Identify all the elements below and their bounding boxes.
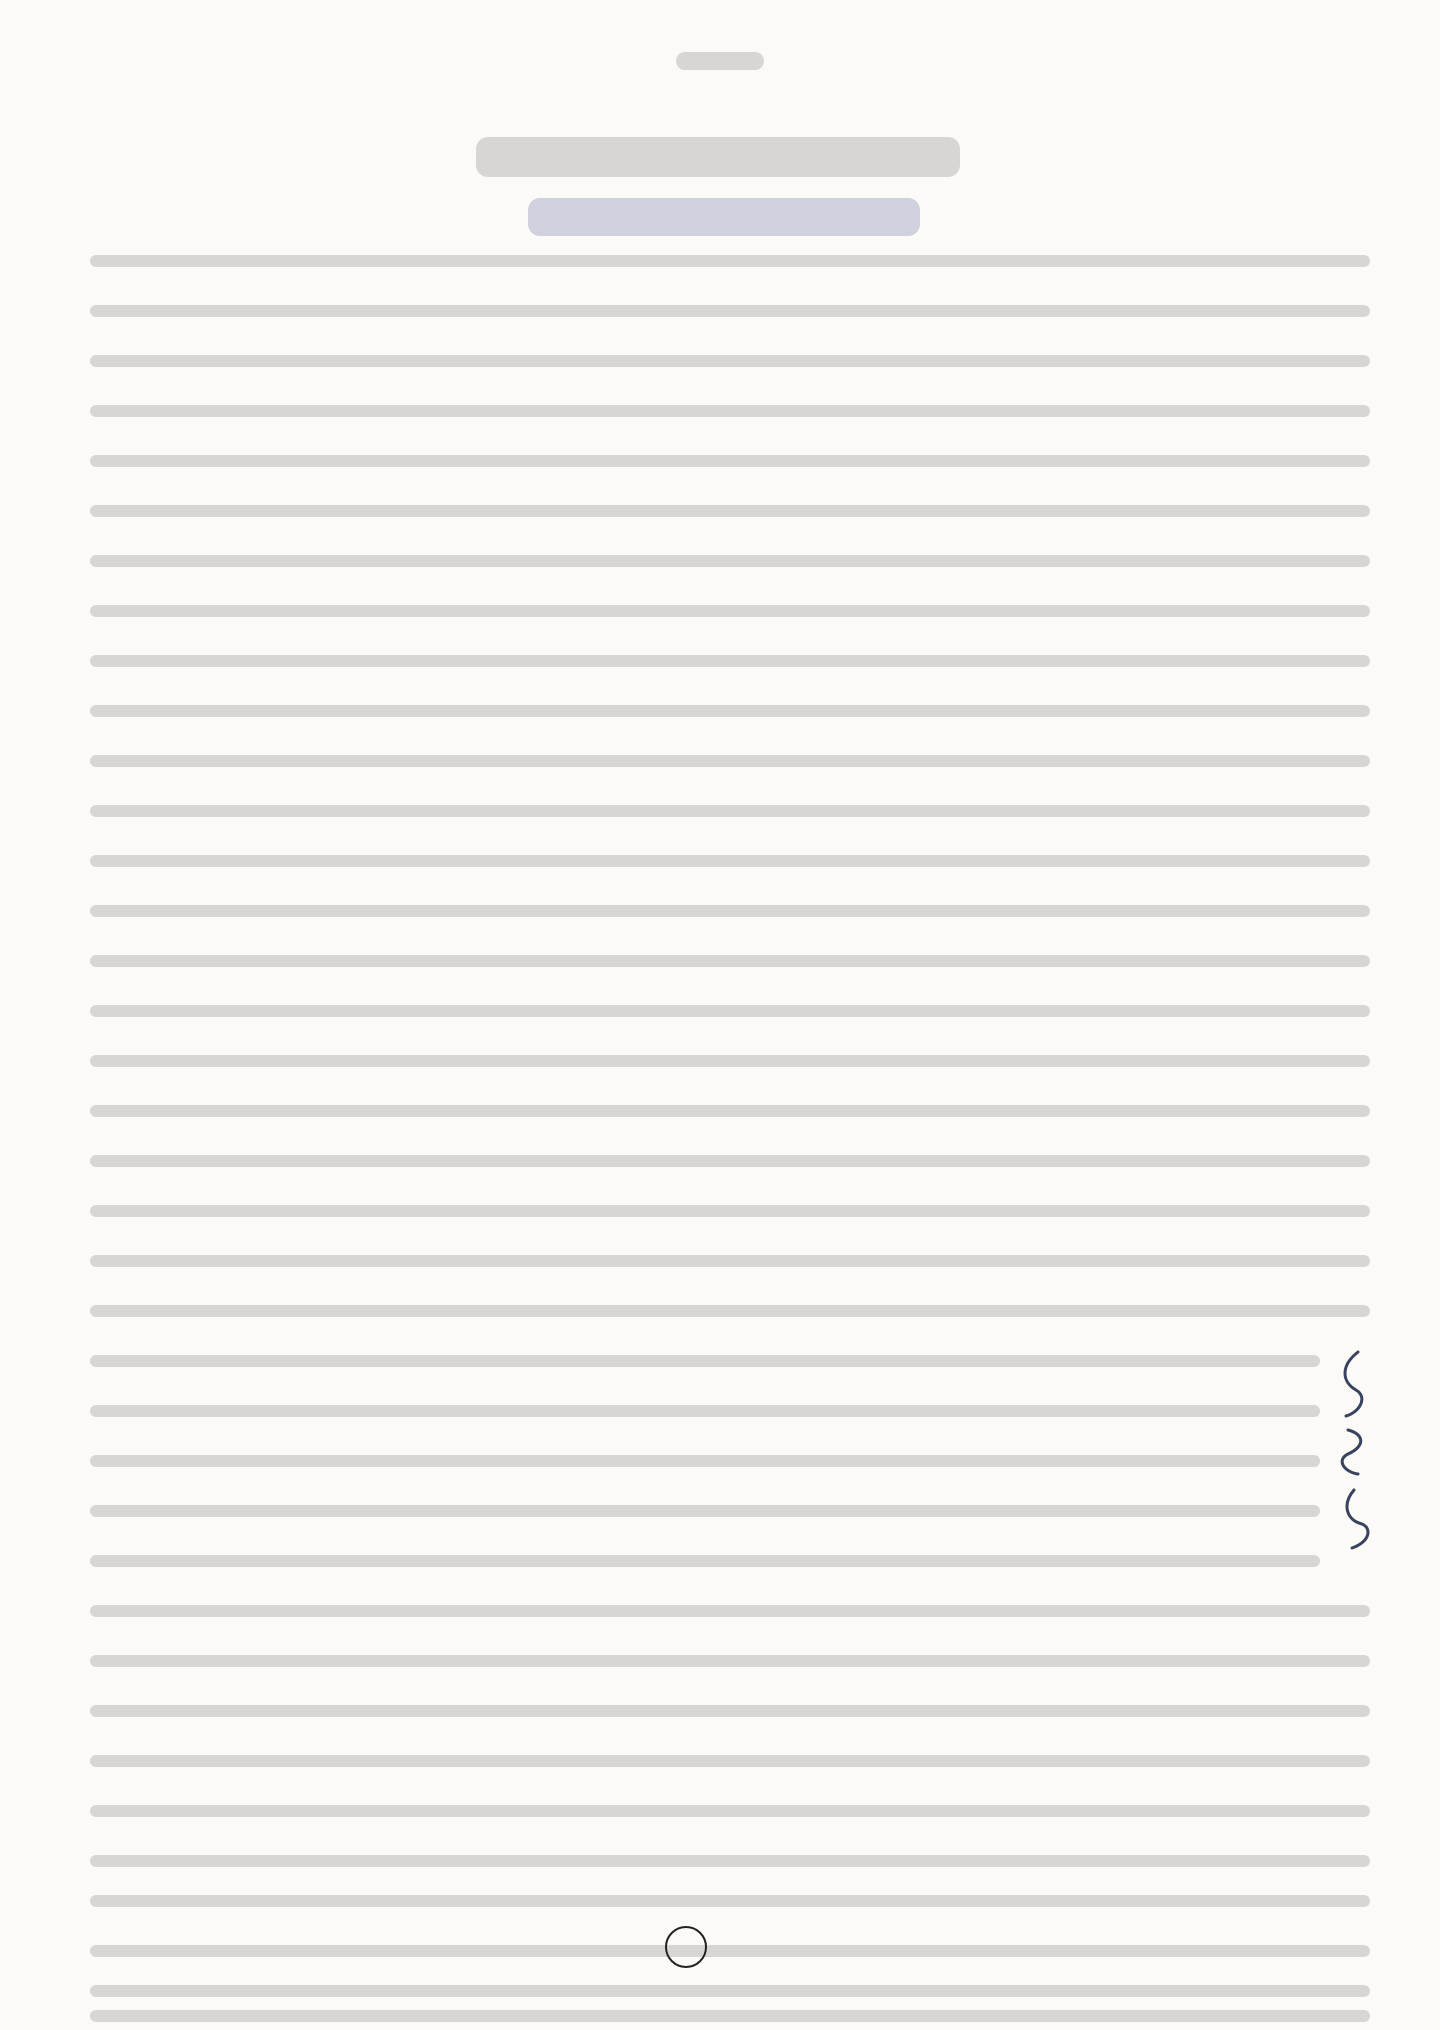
- body-line-35: [90, 1936, 1370, 1968]
- body-line-4: [90, 396, 1370, 428]
- body-line-25: [90, 1446, 1320, 1478]
- body-line-26: [90, 1496, 1320, 1528]
- title-text: [476, 132, 960, 182]
- body-line-14: [90, 896, 1370, 928]
- body-line-13: [90, 846, 1370, 878]
- body-line-11: [90, 746, 1370, 778]
- body-line-17: [90, 1046, 1370, 1078]
- handwritten-side-note: [1328, 1342, 1380, 1562]
- body-line-6: [90, 496, 1370, 528]
- body-line-19: [90, 1146, 1370, 1178]
- page-number-text: [675, 1934, 699, 1962]
- body-line-20: [90, 1196, 1370, 1228]
- body-line-2: [90, 296, 1370, 328]
- page-number-circle: [665, 1926, 707, 1968]
- body-line-10: [90, 696, 1370, 728]
- header-mark: [676, 48, 764, 74]
- body-line-1: [90, 246, 1370, 278]
- body-line-3: [90, 346, 1370, 378]
- body-line-37: [90, 2001, 1370, 2023]
- body-line-24: [90, 1396, 1320, 1428]
- body-line-34: [90, 1886, 1370, 1918]
- body-line-16: [90, 996, 1370, 1028]
- body-line-29: [90, 1646, 1370, 1678]
- body-line-18: [90, 1096, 1370, 1128]
- body-line-32: [90, 1796, 1370, 1828]
- body-line-15: [90, 946, 1370, 978]
- body-line-12: [90, 796, 1370, 828]
- body-line-28: [90, 1596, 1370, 1628]
- body-line-7: [90, 546, 1370, 578]
- body-line-31: [90, 1746, 1370, 1778]
- body-line-21: [90, 1246, 1370, 1278]
- side-note-text: [1328, 1342, 1380, 1562]
- body-line-23: [90, 1346, 1320, 1378]
- body-line-27: [90, 1546, 1320, 1578]
- subtitle-text: [528, 194, 920, 240]
- body-line-33: [90, 1846, 1370, 1878]
- body-line-5: [90, 446, 1370, 478]
- body-line-30: [90, 1696, 1370, 1728]
- body-line-22: [90, 1296, 1370, 1328]
- body-line-9: [90, 646, 1370, 678]
- body-line-8: [90, 596, 1370, 628]
